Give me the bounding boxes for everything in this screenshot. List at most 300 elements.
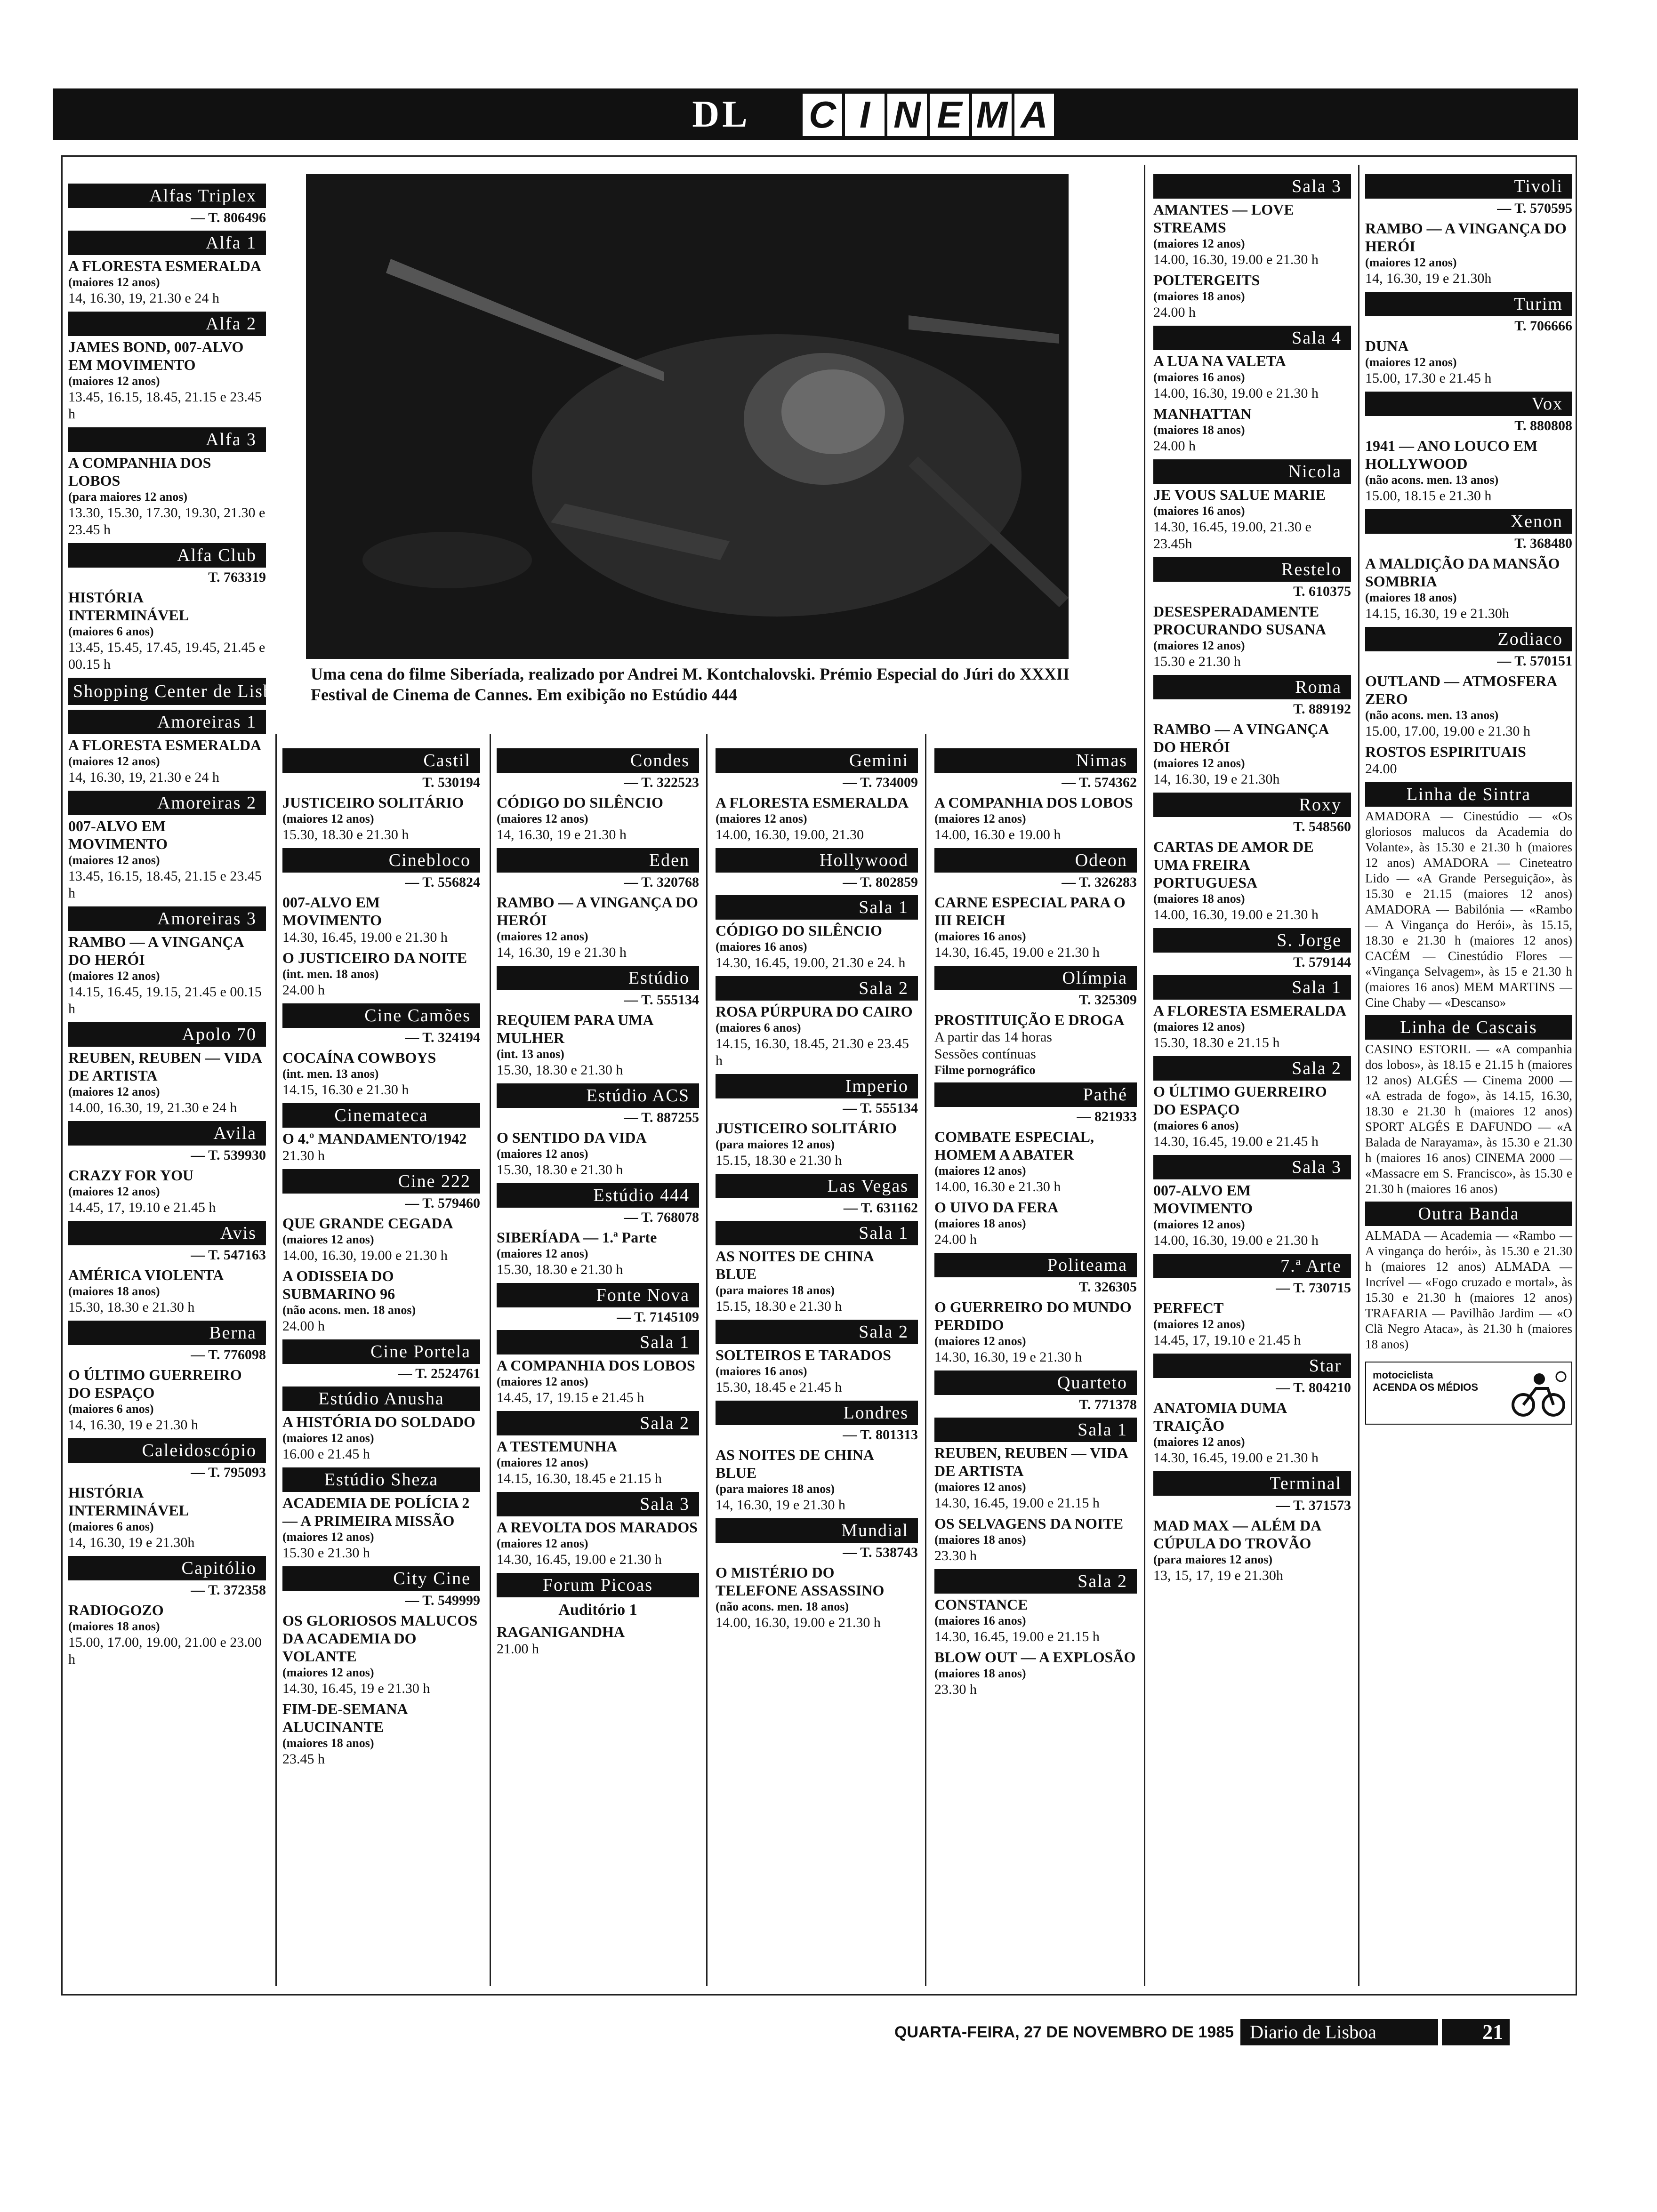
column-divider — [706, 734, 708, 1986]
showtimes: 24.00 h — [282, 1318, 325, 1334]
showtimes: 14.45, 17, 19.15 e 21.45 h — [497, 1390, 644, 1405]
section-title — [801, 92, 1055, 136]
phone: T. 889192 — [1293, 701, 1351, 717]
showtimes: 16.00 e 21.45 h — [282, 1446, 370, 1462]
listing — [282, 793, 480, 843]
age-rating: (maiores 12 anos) — [497, 1456, 588, 1469]
phone: — T. 547163 — [191, 1247, 266, 1263]
phone: T. 325309 — [1079, 992, 1137, 1008]
age-rating: (int. men. 18 anos) — [282, 967, 379, 981]
showtimes: 15.00, 17.00, 19.00, 21.00 e 23.00 h — [68, 1635, 262, 1667]
showtimes: 14.45, 17, 19.10 e 21.45 h — [1153, 1332, 1301, 1348]
showtimes: 14.15, 16.30, 18.45 e 21.15 h — [497, 1471, 662, 1486]
column-divider — [1144, 165, 1145, 1986]
phone: T. 763319 — [208, 569, 266, 585]
film-title: O 4.º MANDAMENTO/1942 — [282, 1130, 467, 1147]
age-rating: (maiores 12 anos) — [934, 812, 1026, 825]
film-title: O SENTIDO DA VIDA — [497, 1129, 647, 1146]
showtimes: 15.30 e 21.30 h — [282, 1545, 370, 1561]
age-rating: (maiores 12 anos) — [1365, 355, 1457, 369]
listing — [1153, 602, 1351, 670]
listing — [282, 1049, 480, 1098]
film-title: AS NOITES DE CHINA BLUE — [716, 1446, 874, 1481]
showtimes: 15.30, 18.30 e 21.15 h — [1153, 1035, 1280, 1050]
age-rating: (maiores 16 anos) — [716, 1364, 807, 1378]
cinema-header: Xenon — [1365, 509, 1572, 534]
film-title: REUBEN, REUBEN — VIDA DE ARTISTA — [68, 1049, 262, 1084]
cinema-header: City Cine — [282, 1566, 480, 1591]
film-title: JUSTICEIRO SOLITÁRIO — [716, 1120, 897, 1137]
cinema-header: Nimas — [934, 748, 1137, 773]
cinema-header: Roma — [1153, 675, 1351, 699]
showtimes: 14.00, 16.30 e 19.00 h — [934, 827, 1061, 842]
room-header: Alfa 1 — [68, 231, 266, 255]
showtimes: 14.30, 16.30, 19 e 21.30 h — [934, 1349, 1082, 1365]
column-5 — [934, 744, 1137, 1702]
cinema-header: Londres — [716, 1401, 918, 1425]
film-title: BLOW OUT — A EXPLOSÃO — [934, 1649, 1136, 1666]
age-rating: (maiores 18 anos) — [1153, 289, 1245, 303]
age-rating: (não acons. men. 13 anos) — [1365, 708, 1499, 722]
age-rating: (maiores 12 anos) — [934, 1164, 1026, 1178]
film-title: A FLORESTA ESMERALDA — [716, 794, 909, 811]
phone: T. 579144 — [1293, 954, 1351, 970]
phone: — T. 631162 — [843, 1200, 918, 1216]
showtimes: 14.30, 16.45, 19.00, 21.30 e 23.45h — [1153, 519, 1311, 552]
showtimes: 21.30 h — [282, 1148, 325, 1163]
cinema-header: 7.ª Arte — [1153, 1254, 1351, 1278]
age-rating: (maiores 12 anos) — [282, 812, 374, 825]
age-rating: (maiores 12 anos) — [68, 1085, 160, 1098]
showtimes: 15.30, 18.30 e 21.30 h — [68, 1299, 195, 1315]
age-rating: (maiores 12 anos) — [497, 1375, 588, 1388]
listing — [68, 817, 266, 902]
listing — [1153, 838, 1351, 923]
listing — [1365, 337, 1572, 387]
film-title: HISTÓRIA INTERMINÁVEL — [68, 589, 189, 624]
showtimes: 14.00, 16.30 e 21.30 h — [934, 1179, 1061, 1194]
film-title: OUTLAND — ATMOSFERA ZERO — [1365, 673, 1557, 707]
showtimes: 21.00 h — [497, 1641, 539, 1657]
showtimes: 15.30, 18.30 e 21.30 h — [282, 827, 409, 842]
showtimes: 13.45, 16.15, 18.45, 21.15 e 23.45 h — [68, 868, 262, 901]
title-letter: C — [801, 92, 844, 137]
listing — [68, 933, 266, 1018]
room-header: Sala 2 — [1153, 1056, 1351, 1081]
listing — [497, 1518, 699, 1568]
listing — [716, 1446, 918, 1514]
age-rating: (int. 13 anos) — [497, 1047, 564, 1061]
listing — [497, 1623, 699, 1658]
cinema-header: Pathé — [934, 1082, 1137, 1107]
listing — [1153, 1002, 1351, 1051]
showtimes: 15.30, 18.45 e 21.45 h — [716, 1379, 842, 1395]
showtimes: 23.30 h — [934, 1548, 977, 1563]
phone: — T. 324194 — [405, 1030, 480, 1045]
film-title: A TESTEMUNHA — [497, 1438, 618, 1455]
cinema-header: Tivoli — [1365, 174, 1572, 199]
phone: — T. 372358 — [191, 1582, 266, 1598]
region-header: Linha de Sintra — [1365, 782, 1572, 807]
showtimes: 14.00, 16.30, 19.00, 21.30 — [716, 827, 864, 842]
showtimes: 14.30, 16.45, 19.00 e 21.30 h — [282, 930, 448, 945]
listing — [68, 1266, 266, 1316]
listing — [716, 1002, 918, 1069]
showtimes: 14, 16.30, 19, 21.30 e 24 h — [68, 769, 219, 785]
cinema-header: Zodiaco — [1365, 627, 1572, 651]
phone: — T. 730715 — [1276, 1280, 1351, 1296]
film-title: PERFECT — [1153, 1299, 1224, 1316]
phone: — T. 802859 — [843, 874, 918, 890]
listing — [934, 793, 1137, 843]
page-footer — [894, 2019, 1582, 2045]
listing — [934, 1444, 1137, 1564]
cinema-header: Apolo 70 — [68, 1022, 266, 1047]
cinema-header: Nicola — [1153, 459, 1351, 484]
listing — [497, 893, 699, 961]
room-header: Sala 1 — [716, 895, 918, 920]
showtimes: 15.00, 18.15 e 21.30 h — [1365, 488, 1492, 504]
film-still-photo — [306, 174, 1069, 659]
listing — [68, 454, 266, 538]
listing — [1365, 219, 1572, 287]
cinema-header: Estúdio 444 — [497, 1183, 699, 1208]
listing — [1153, 200, 1351, 321]
age-rating: (maiores 18 anos) — [934, 1667, 1026, 1680]
showtimes: 14.00, 16.30, 19.00 e 21.30 h — [716, 1615, 881, 1630]
showtimes: 15.30, 18.30 e 21.30 h — [497, 1262, 623, 1277]
phone: T. 706666 — [1514, 318, 1572, 334]
film-title: ACADEMIA DE POLÍCIA 2 — A PRIMEIRA MISSÃO — [282, 1494, 470, 1529]
age-rating: (não acons. men. 18 anos) — [716, 1600, 849, 1613]
age-rating: (maiores 12 anos) — [282, 1530, 374, 1544]
age-rating: (para maiores 18 anos) — [716, 1482, 835, 1496]
region-header: Linha de Cascais — [1365, 1015, 1572, 1040]
listing — [497, 1129, 699, 1178]
cinema-header: Castil — [282, 748, 480, 773]
age-rating: (maiores 12 anos) — [497, 930, 588, 943]
film-title: 1941 — ANO LOUCO EM HOLLYWOOD — [1365, 437, 1538, 472]
region-listings: ALMADA — Academia — «Rambo — A vingança do herói», às 15.30 e 21.30 h (maiores 12 anos) ALMADA — Incrível — «Fogo cruzado e mortal», às 15.30 e 21.30 h (maiores 12 anos) TRAFARIA — Pavilhão Jardim — «O Clã Negro Ataca», às 21.30 h (maiores 18 anos) — [1365, 1228, 1572, 1351]
newspaper-logo: DL — [692, 94, 750, 135]
showtimes: 14.30, 16.45, 19.00 e 21.15 h — [934, 1495, 1100, 1511]
column-divider — [1358, 165, 1359, 1986]
showtimes: 24.00 h — [1153, 438, 1196, 454]
phone: — T. 2524761 — [398, 1366, 480, 1381]
ad-text — [1373, 1369, 1478, 1394]
film-title: O MISTÉRIO DO TELEFONE ASSASSINO — [716, 1564, 885, 1599]
column-1 — [68, 179, 292, 1672]
film-title: A COMPANHIA DOS LOBOS — [497, 1357, 695, 1374]
showtimes: 13.45, 15.45, 17.45, 19.45, 21.45 e 00.15 h — [68, 640, 265, 672]
column-6 — [1153, 169, 1351, 1588]
showtimes: 24.00 h — [934, 1232, 977, 1247]
phone: — T. 538743 — [843, 1545, 918, 1560]
film-title: FIM-DE-SEMANA ALUCINANTE — [282, 1700, 407, 1735]
cinema-header: Capitólio — [68, 1556, 266, 1580]
listing — [497, 1011, 699, 1079]
listing — [1153, 352, 1351, 455]
film-title: A FLORESTA ESMERALDA — [68, 257, 262, 274]
film-title: ANATOMIA DUMA TRAIÇÃO — [1153, 1399, 1287, 1434]
listing — [934, 1595, 1137, 1698]
showtimes: 14, 16.30, 19 e 21.30h — [1153, 771, 1280, 787]
phone: T. 610375 — [1293, 584, 1351, 599]
phone: — T. 768078 — [624, 1210, 699, 1225]
showtimes: 23.45 h — [282, 1751, 325, 1767]
room-header: Alfa 3 — [68, 427, 266, 452]
cinema-header: Terminal — [1153, 1471, 1351, 1496]
showtimes: 15.00, 17.30 e 21.45 h — [1365, 370, 1492, 386]
room-header: Sala 1 — [716, 1221, 918, 1245]
age-rating: (maiores 16 anos) — [1153, 504, 1245, 518]
showtimes: 13.45, 16.15, 18.45, 21.15 e 23.45 h — [68, 389, 262, 422]
film-title: SIBERÍADA — 1.ª Parte — [497, 1229, 657, 1246]
film-title: JE VOUS SALUE MARIE — [1153, 486, 1326, 503]
listing — [1365, 672, 1572, 777]
cinema-header: Avis — [68, 1221, 266, 1245]
phone: — T. 776098 — [191, 1347, 266, 1362]
title-letter: M — [971, 92, 1013, 137]
age-rating: (maiores 12 anos) — [1153, 1317, 1245, 1331]
listing — [68, 736, 266, 786]
showtimes: 14.00, 16.30, 19.00 e 21.30 h — [1153, 385, 1319, 401]
listing — [282, 1130, 480, 1164]
room-header: Sala 3 — [497, 1492, 699, 1516]
age-rating: (maiores 6 anos) — [1153, 1119, 1239, 1132]
film-title: A FLORESTA ESMERALDA — [68, 737, 262, 753]
listing — [68, 1366, 266, 1434]
showtimes: 14, 16.30, 19 e 21.30h — [68, 1535, 195, 1550]
room-header: Alfa 2 — [68, 312, 266, 336]
film-title: AS NOITES DE CHINA BLUE — [716, 1248, 874, 1282]
listing — [934, 1298, 1137, 1366]
film-title: CÓDIGO DO SILÊNCIO — [716, 922, 882, 939]
room-label: Auditório 1 — [558, 1601, 637, 1619]
showtimes: 14.15, 16.30, 19 e 21.30h — [1365, 606, 1509, 621]
phone: T. 326305 — [1079, 1279, 1137, 1295]
film-title: AMANTES — LOVE STREAMS — [1153, 201, 1294, 236]
listing — [68, 257, 266, 307]
cinema-header: Roxy — [1153, 793, 1351, 817]
showtimes: 14.00, 16.30, 19, 21.30 e 24 h — [68, 1100, 237, 1115]
cinema-header: Condes — [497, 748, 699, 773]
showtimes: 14.30, 16.45, 19.00 e 21.30 h — [934, 945, 1100, 960]
showtimes: 14.00, 16.30, 19.00 e 21.30 h — [282, 1248, 448, 1263]
room-header: Amoreiras 3 — [68, 906, 266, 931]
phone: — T. 371573 — [1276, 1498, 1351, 1513]
film-title: CONSTANCE — [934, 1596, 1028, 1613]
info-line: A partir das 14 horas — [934, 1029, 1052, 1045]
film-title: PROSTITUIÇÃO E DROGA — [934, 1011, 1125, 1028]
room-header: Sala 2 — [934, 1569, 1137, 1594]
film-title: A REVOLTA DOS MARADOS — [497, 1519, 698, 1536]
cinema-header: Mundial — [716, 1518, 918, 1543]
age-rating: (maiores 12 anos) — [282, 1233, 374, 1246]
listing — [68, 1483, 266, 1551]
cinema-header: Avila — [68, 1121, 266, 1146]
listing — [497, 1228, 699, 1278]
film-title: O ÚLTIMO GUERREIRO DO ESPAÇO — [1153, 1083, 1327, 1118]
age-rating: (maiores 16 anos) — [934, 1614, 1026, 1627]
age-rating: (maiores 12 anos) — [68, 853, 160, 867]
age-rating: (maiores 12 anos) — [68, 754, 160, 768]
age-rating: (int. men. 13 anos) — [282, 1067, 379, 1081]
film-title: REUBEN, REUBEN — VIDA DE ARTISTA — [934, 1444, 1128, 1479]
column-divider — [490, 734, 491, 1986]
listing — [68, 588, 266, 673]
listing — [1153, 1516, 1351, 1584]
film-title: MAD MAX — ALÉM DA CÚPULA DO TROVÃO — [1153, 1517, 1321, 1552]
listing — [716, 1247, 918, 1315]
showtimes: 24.00 h — [282, 982, 325, 998]
film-still-image — [306, 174, 1069, 659]
showtimes: 14, 16.30, 19 e 21.30 h — [68, 1417, 198, 1433]
age-rating: (maiores 12 anos) — [1153, 1435, 1245, 1449]
film-title: A ODISSEIA DO SUBMARINO 96 — [282, 1267, 395, 1302]
age-rating: (maiores 6 anos) — [68, 1402, 154, 1416]
age-rating: (para maiores 18 anos) — [716, 1283, 835, 1297]
phone: — T. 801313 — [843, 1427, 918, 1443]
listing — [716, 1119, 918, 1169]
showtimes: 14.00, 16.30, 19.00 e 21.30 h — [1153, 907, 1319, 922]
showtimes: 14, 16.30, 19 e 21.30 h — [497, 945, 627, 960]
cinema-header: Shopping Center de Lisboa — [68, 678, 266, 705]
cinema-header: Eden — [497, 848, 699, 873]
phone: — T. 579460 — [405, 1195, 480, 1211]
age-rating: (maiores 6 anos) — [68, 1520, 154, 1533]
age-rating: (maiores 12 anos) — [934, 1334, 1026, 1348]
phone: T. 771378 — [1079, 1397, 1137, 1412]
showtimes: 14.00, 16.30, 19.00 e 21.30 h — [1153, 1233, 1319, 1248]
cinema-header: Estúdio Sheza — [282, 1467, 480, 1492]
showtimes: 14, 16.30, 19 e 21.30 h — [497, 827, 627, 842]
cinema-header: Cinemateca — [282, 1103, 480, 1128]
listing — [716, 1563, 918, 1631]
age-rating: (maiores 12 anos) — [497, 1247, 588, 1260]
phone: — T. 574362 — [1062, 775, 1137, 790]
cinema-header: Turim — [1365, 292, 1572, 316]
showtimes: 15.15, 18.30 e 21.30 h — [716, 1153, 842, 1168]
showtimes: 14.30, 16.45, 19 e 21.30 h — [282, 1681, 430, 1696]
age-rating: (maiores 12 anos) — [1153, 756, 1245, 770]
age-rating: (maiores 12 anos) — [68, 275, 160, 289]
ad-line: ACENDA OS MÉDIOS — [1373, 1381, 1479, 1393]
page-number: 21 — [1442, 2019, 1510, 2045]
column-divider — [925, 734, 926, 1986]
phone: — T. 555134 — [624, 992, 699, 1008]
newspaper-name: Diario de Lisboa — [1240, 2019, 1438, 2045]
cinema-header: Estúdio Anusha — [282, 1387, 480, 1411]
age-rating: (não acons. men. 13 anos) — [1365, 473, 1499, 487]
film-title: 007-ALVO EM MOVIMENTO — [282, 894, 382, 929]
title-letter: I — [844, 92, 886, 137]
room-header: Sala 3 — [1153, 1155, 1351, 1179]
listing — [1153, 1181, 1351, 1249]
film-title: A COMPANHIA DOS LOBOS — [934, 794, 1133, 811]
film-title: ROSTOS ESPIRITUAIS — [1365, 743, 1526, 760]
age-rating: (maiores 12 anos) — [282, 1666, 374, 1679]
age-rating: (maiores 12 anos) — [68, 1185, 160, 1198]
age-rating: (maiores 12 anos) — [1153, 1020, 1245, 1034]
age-rating: (maiores 18 anos) — [68, 1619, 160, 1633]
region-listings: CASINO ESTORIL — «A companhia dos lobos», às 18.15 e 21.15 h (maiores 12 anos) ALGÉS — Cinema 2000 — «A estrada de fogo», às 14.15, 16.30, 18.30 e 21.30 h (maiores 12 anos) SPORT ALGÉS E DAFUNDO — «A Balada de Narayama», às 15.30 e 21.30 h (maiores 16 anos) CINEMA 2000 — «Massacre em S. Francisco», às 15.30 e 21.30 h (maiores 16 anos) — [1365, 1042, 1572, 1196]
age-rating: (maiores 6 anos) — [716, 1021, 801, 1034]
age-rating: (maiores 18 anos) — [1365, 591, 1457, 604]
age-rating: (maiores 18 anos) — [934, 1533, 1026, 1547]
film-title: POLTERGEITS — [1153, 272, 1260, 289]
film-title: ROSA PÚRPURA DO CAIRO — [716, 1003, 913, 1020]
film-title: AMÉRICA VIOLENTA — [68, 1266, 224, 1283]
film-title: O UIVO DA FERA — [934, 1199, 1059, 1216]
showtimes: 15.30, 18.30 e 21.30 h — [497, 1162, 623, 1178]
phone: — T. 555134 — [843, 1100, 918, 1116]
motorcycle-icon — [1510, 1367, 1567, 1419]
room-header: Sala 3 — [1153, 174, 1351, 199]
film-title: O ÚLTIMO GUERREIRO DO ESPAÇO — [68, 1366, 242, 1401]
showtimes: 15.15, 18.30 e 21.30 h — [716, 1298, 842, 1314]
age-rating: (maiores 18 anos) — [68, 1284, 160, 1298]
showtimes: 15.00, 17.00, 19.00 e 21.30 h — [1365, 723, 1530, 739]
listing — [282, 1214, 480, 1335]
film-title: DUNA — [1365, 337, 1409, 354]
age-rating: (para maiores 12 anos) — [1153, 1553, 1273, 1566]
listing — [934, 1128, 1137, 1248]
age-rating: (maiores 12 anos) — [1153, 639, 1245, 652]
phone: — T. 326283 — [1062, 874, 1137, 890]
phone: — 821933 — [1077, 1109, 1137, 1124]
listing — [68, 1166, 266, 1216]
listing — [497, 793, 699, 843]
cinema-header: Olímpia — [934, 966, 1137, 990]
phone: — T. 7145109 — [617, 1309, 699, 1325]
listing — [282, 1611, 480, 1768]
cinema-header: Cine 222 — [282, 1169, 480, 1194]
cinema-header: S. Jorge — [1153, 928, 1351, 953]
film-title: A LUA NA VALETA — [1153, 353, 1286, 369]
age-rating: (não acons. men. 18 anos) — [282, 1303, 416, 1317]
film-title: RADIOGOZO — [68, 1602, 164, 1619]
phone: — T. 806496 — [191, 210, 266, 225]
cinema-header: Cine Portela — [282, 1339, 480, 1364]
cinema-header: Las Vegas — [716, 1174, 918, 1198]
showtimes: 23.30 h — [934, 1682, 977, 1697]
listing — [1365, 437, 1572, 505]
column-2 — [282, 744, 480, 1771]
showtimes: 14, 16.30, 19, 21.30 e 24 h — [68, 290, 219, 306]
listing — [68, 1601, 266, 1668]
phone: — T. 887255 — [624, 1110, 699, 1125]
advertisement — [1365, 1362, 1572, 1425]
phone: T. 880808 — [1514, 418, 1572, 433]
showtimes: 14, 16.30, 19 e 21.30 h — [716, 1497, 845, 1513]
age-rating: (maiores 12 anos) — [1365, 256, 1457, 269]
cinema-header: Star — [1153, 1354, 1351, 1378]
film-title: HISTÓRIA INTERMINÁVEL — [68, 1484, 189, 1519]
showtimes: 14.15, 16.45, 19.15, 21.45 e 00.15 h — [68, 984, 262, 1017]
listing — [282, 893, 480, 999]
showtimes: 15.30, 18.30 e 21.30 h — [497, 1062, 623, 1078]
cinema-header: Alfas Triplex — [68, 184, 266, 208]
film-title: RAMBO — A VINGANÇA DO HERÓI — [1365, 220, 1567, 255]
film-title: JAMES BOND, 007-ALVO EM MOVIMENTO — [68, 338, 244, 373]
title-letter: N — [886, 92, 928, 137]
age-rating: (maiores 16 anos) — [934, 930, 1026, 943]
cinema-header: Estúdio — [497, 966, 699, 990]
title-letter: E — [928, 92, 971, 137]
film-title: 007-ALVO EM MOVIMENTO — [68, 817, 168, 852]
cinema-header: Forum Picoas — [497, 1573, 699, 1597]
